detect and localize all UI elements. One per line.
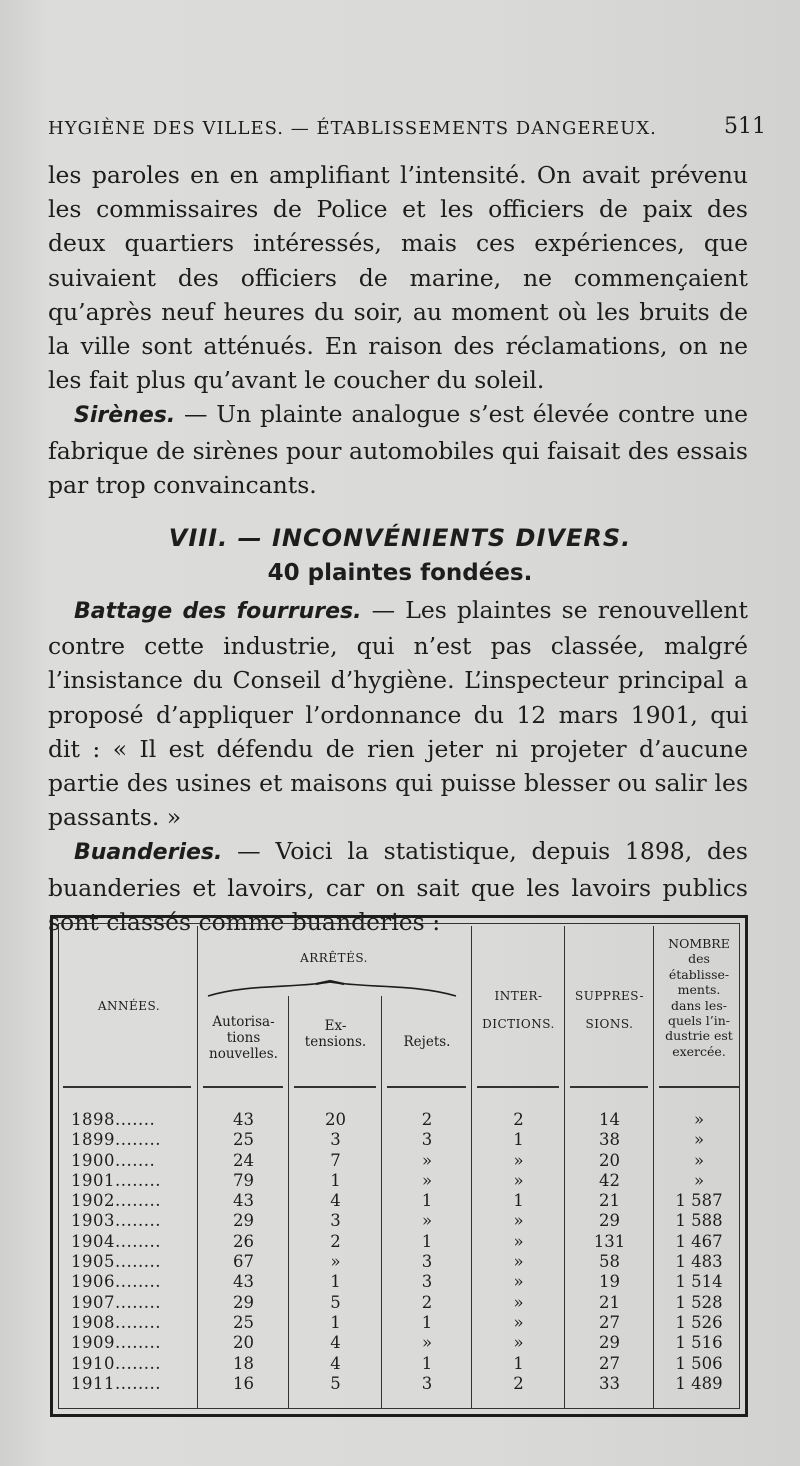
column-divider: [381, 996, 382, 1408]
table-cell-suppressions: 21: [599, 1191, 620, 1211]
table-cell-annee: 1905........: [71, 1252, 161, 1272]
column-suppressions: [566, 1110, 653, 1394]
column-nombre: [655, 1110, 743, 1394]
table-cell-autorisations: 29: [233, 1211, 254, 1231]
table-cell-annee: 1901........: [71, 1170, 161, 1190]
table-cell-annee: 1899........: [71, 1130, 161, 1150]
table-cell-annee: 1908........: [71, 1312, 161, 1332]
table-cell-autorisations: 43: [233, 1110, 254, 1129]
table-cell-nombre: 1 467: [675, 1231, 723, 1251]
header-interdictions: INTER- DICTIONS.: [482, 989, 555, 1031]
table-cell-rejets: »: [421, 1150, 433, 1170]
table-cell-annee: 1903........: [71, 1211, 161, 1231]
table-cell-nombre: »: [693, 1170, 705, 1190]
table-cell-suppressions: 58: [599, 1252, 620, 1272]
table-cell-suppressions: 42: [599, 1170, 620, 1190]
column-divider: [471, 926, 472, 1408]
section-subtitle: 40 plaintes fondées.: [267, 560, 533, 586]
header-rule: [477, 1086, 559, 1088]
table-cell-annee: 1902........: [71, 1191, 161, 1211]
table-cell-interdictions: »: [513, 1292, 524, 1312]
table-cell-interdictions: »: [513, 1252, 524, 1272]
buanderies-lead: Buanderies.: [74, 840, 223, 866]
header-annees: ANNÉES.: [97, 999, 161, 1013]
statistics-table: [50, 915, 748, 1417]
running-head-title: HYGIÈNE DES VILLES. — ÉTABLISSEMENTS DANGEREUX.: [48, 118, 657, 139]
table-cell-interdictions: »: [513, 1231, 524, 1251]
running-head: [48, 114, 766, 139]
header-rule: [659, 1086, 739, 1088]
table-cell-nombre: 1 489: [675, 1373, 723, 1393]
table-cell-nombre: 1 516: [675, 1333, 723, 1353]
paragraph-paroles: les paroles en en amplifiant l’intensité. On avait prévenu les commissaires de Police et les officiers de paix des deux quartiers intéressés, mais ces expériences, que suivaient des officiers de marine, ne commençaient qu’après neuf heures du soir, au moment où les bruits de la ville sont atténués. En raison des réclamations, on ne les fait plus qu’avant le coucher du soleil.: [48, 161, 748, 395]
header-arretes: ARRÊTÉS.: [300, 951, 368, 965]
table-cell-rejets: 3: [421, 1373, 433, 1393]
battage-text: — Les plaintes se renouvellent contre cette industrie, qui n’est pas classée, malgré l’insistance du Conseil d’hygiène. L’inspecteur principal a proposé d’appliquer l’ordonnance du 12 mars 1901, qui dit : « Il est défendu de rien jeter ni projeter d’aucune partie des usines et maisons qui puisse blesser ou salir les passants. »: [48, 596, 749, 832]
header-rule: [570, 1086, 648, 1088]
table-cell-suppressions: 33: [599, 1373, 620, 1393]
table-cell-nombre: 1 483: [675, 1252, 723, 1272]
table-cell-nombre: »: [693, 1150, 705, 1170]
table-cell-autorisations: 67: [233, 1252, 254, 1272]
table-cell-extensions: 4: [330, 1333, 341, 1353]
table-cell-nombre: 1 514: [675, 1272, 723, 1292]
table-cell-annee: 1904........: [71, 1231, 161, 1251]
table-cell-extensions: »: [330, 1252, 341, 1272]
table-cell-extensions: 3: [330, 1211, 341, 1231]
table-cell-extensions: 7: [330, 1150, 341, 1170]
table-cell-extensions: 1: [330, 1312, 341, 1332]
table-cell-interdictions: 1: [513, 1130, 524, 1150]
header-extensions: Ex- tensions.: [304, 1018, 367, 1050]
sirenes-lead: Sirènes.: [74, 403, 176, 429]
table-cell-interdictions: 1: [513, 1191, 524, 1211]
header-autorisations: Autorisa- tions nouvelles.: [209, 1014, 278, 1062]
column-divider: [288, 996, 289, 1408]
table-cell-rejets: 2: [421, 1292, 433, 1312]
table-cell-suppressions: 29: [599, 1211, 620, 1231]
table-cell-annee: 1910........: [71, 1353, 161, 1373]
table-cell-rejets: »: [421, 1333, 433, 1353]
table-cell-autorisations: 29: [233, 1292, 254, 1312]
table-cell-autorisations: 20: [233, 1333, 254, 1353]
table-cell-annee: 1909........: [71, 1333, 161, 1353]
table-cell-annee: 1906........: [71, 1272, 161, 1292]
table-cell-autorisations: 43: [233, 1272, 254, 1292]
column-divider: [564, 926, 565, 1408]
table-cell-rejets: 1: [421, 1191, 433, 1211]
table-cell-autorisations: 79: [233, 1170, 254, 1190]
table-cell-autorisations: 24: [233, 1150, 254, 1170]
table-cell-extensions: 3: [330, 1130, 341, 1150]
table-cell-extensions: 4: [330, 1353, 341, 1373]
table-cell-interdictions: 1: [513, 1353, 524, 1373]
header-rule: [294, 1086, 376, 1088]
table-cell-nombre: 1 506: [675, 1353, 723, 1373]
table-cell-rejets: »: [421, 1170, 433, 1190]
table-cell-autorisations: 25: [233, 1312, 254, 1332]
table-cell-suppressions: 38: [599, 1130, 620, 1150]
table-cell-rejets: 3: [421, 1130, 433, 1150]
table-cell-rejets: 1: [421, 1312, 433, 1332]
table-cell-suppressions: 14: [599, 1110, 620, 1129]
battage-lead: Battage des fourrures.: [74, 599, 362, 624]
page-number: 511: [724, 114, 766, 139]
table-cell-nombre: 1 588: [675, 1211, 723, 1231]
header-rule: [63, 1086, 191, 1088]
table-cell-extensions: 5: [330, 1292, 341, 1312]
table-cell-extensions: 20: [325, 1110, 346, 1129]
header-rule: [387, 1086, 466, 1088]
header-nombre: NOMBRE des établisse- ments. dans les- quels l’in- dustrie est exercée.: [665, 936, 733, 1059]
paragraph-battage: [48, 593, 748, 834]
table-cell-rejets: 1: [421, 1231, 433, 1251]
table-cell-nombre: »: [693, 1110, 705, 1129]
header-rule: [203, 1086, 283, 1088]
column-autorisations: [199, 1110, 288, 1394]
table-cell-annee: 1907........: [71, 1292, 161, 1312]
column-interdictions: [473, 1110, 564, 1394]
table-cell-interdictions: »: [513, 1150, 524, 1170]
body-text-bottom: [48, 593, 748, 939]
table-cell-interdictions: »: [513, 1333, 524, 1353]
paragraph-sirenes: [48, 397, 748, 502]
table-cell-rejets: »: [421, 1211, 433, 1231]
header-suppressions: SUPPRES- SIONS.: [575, 989, 644, 1031]
table-cell-interdictions: »: [513, 1272, 524, 1292]
sirenes-text: — Un plainte analogue s’est élevée contre une fabrique de sirènes pour automobiles qui faisait des essais par trop convaincants.: [48, 400, 748, 499]
table-cell-autorisations: 18: [233, 1353, 254, 1373]
table-cell-autorisations: 25: [233, 1130, 254, 1150]
header-rejets: Rejets.: [403, 1034, 451, 1050]
table-cell-interdictions: »: [513, 1211, 524, 1231]
table-cell-annee: 1911........: [71, 1373, 161, 1393]
column-annees: [71, 1110, 201, 1394]
section-title: VIII. — INCONVÉNIENTS DIVERS.: [168, 524, 632, 552]
table-cell-suppressions: 21: [599, 1292, 620, 1312]
table-cell-rejets: 2: [421, 1110, 433, 1129]
table-cell-autorisations: 16: [233, 1373, 254, 1393]
table-cell-interdictions: 2: [513, 1110, 524, 1129]
column-extensions: [290, 1110, 381, 1394]
table-cell-extensions: 2: [330, 1231, 341, 1251]
table-cell-suppressions: 20: [599, 1150, 620, 1170]
table-cell-interdictions: »: [513, 1312, 524, 1332]
table-cell-rejets: 3: [421, 1272, 433, 1292]
table-cell-extensions: 1: [330, 1170, 341, 1190]
table-cell-suppressions: 29: [599, 1333, 620, 1353]
table-cell-extensions: 4: [330, 1191, 341, 1211]
table-cell-autorisations: 26: [233, 1231, 254, 1251]
table-cell-suppressions: 27: [599, 1353, 620, 1373]
table-cell-suppressions: 27: [599, 1312, 620, 1332]
table-cell-rejets: 3: [421, 1252, 433, 1272]
brace-arretes: [206, 978, 458, 998]
table-cell-annee: 1898.......: [71, 1110, 156, 1129]
table-cell-interdictions: »: [513, 1170, 524, 1190]
column-rejets: [383, 1110, 471, 1394]
table-cell-suppressions: 131: [593, 1231, 626, 1251]
table-cell-autorisations: 43: [233, 1191, 254, 1211]
table-cell-suppressions: 19: [599, 1272, 620, 1292]
body-text-top: [48, 158, 748, 502]
column-divider: [653, 926, 654, 1408]
table-cell-nombre: »: [693, 1130, 705, 1150]
table-cell-extensions: 5: [330, 1373, 341, 1393]
table-cell-nombre: 1 528: [675, 1292, 723, 1312]
table-cell-nombre: 1 587: [675, 1191, 723, 1211]
table-cell-nombre: 1 526: [675, 1312, 723, 1332]
table-cell-extensions: 1: [330, 1272, 341, 1292]
table-cell-rejets: 1: [421, 1353, 433, 1373]
table-cell-interdictions: 2: [513, 1373, 524, 1393]
table-cell-annee: 1900.......: [71, 1150, 156, 1170]
buanderies-text: — Voici la statistique, depuis 1898, des buanderies et lavoirs, car on sait que les lavoirs publics sont classés comme buanderies :: [48, 837, 748, 936]
